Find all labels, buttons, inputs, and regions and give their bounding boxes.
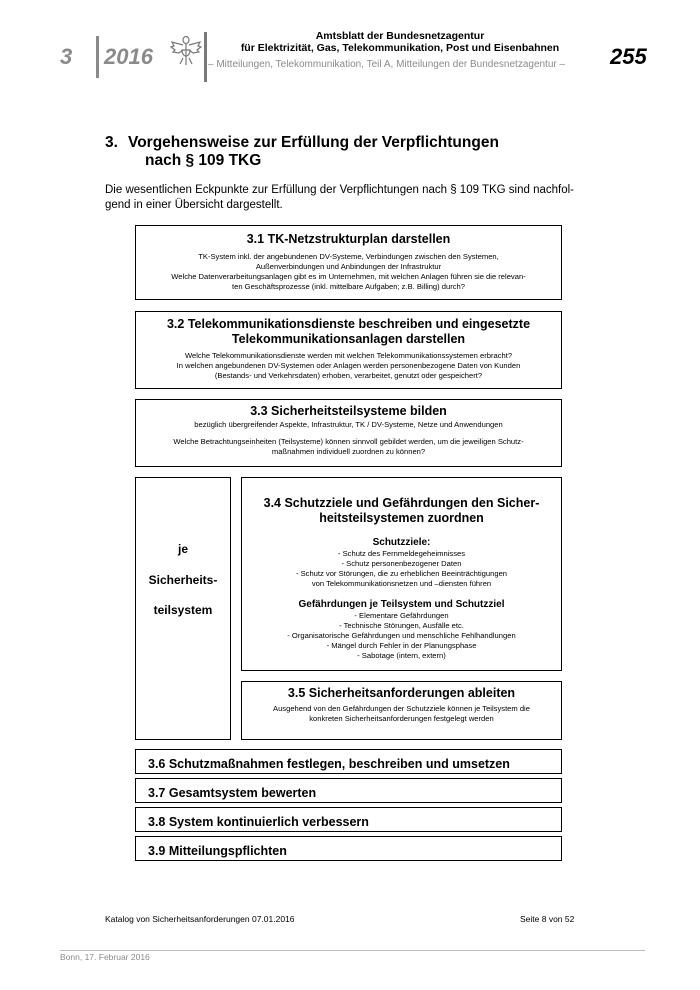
step-title: 3.7 Gesamtsystem bewerten [148, 786, 317, 800]
step-box-3-3: 3.3 Sicherheitsteilsysteme bilden bezüglich übergreifender Aspekte, Infrastruktur, TK / DV-Systeme, Netze und Anwendungen Welche Betrachtungseinheiten (Teilsysteme) können sinnvoll gebildet werden, um die jeweiligen Schutz- maßnahmen individuell zuordnen zu können? [135, 399, 562, 467]
section-title: Vorgehensweise zur Erfüllung der Verpflichtungen [128, 134, 499, 151]
step-title: 3.5 Sicherheitsanforderungen ableiten [287, 686, 516, 700]
header-divider [96, 36, 99, 78]
header-divider [204, 32, 207, 82]
step-title: 3.1 TK-Netzstrukturplan darstellen [246, 232, 451, 246]
step-title: Telekommunikationsanlagen darstellen [231, 332, 466, 346]
step-box-3-4: 3.4 Schutzziele und Gefährdungen den Sicher- heitsteilsystemen zuordnen Schutzziele: - Schutz des Fernmeldegeheimnisses - Schutz personenbezogener Daten - Schutz vor Störungen, die zu erheblichen Beeinträchtigungen von Telekommunikationsnetzen und –diensten führen Gefährdungen je Teilsystem und Schutzziel - Elementare Gefährdungen - Technische Störungen, Ausfälle etc. - Organisatorische Gefährdungen und menschliche Fehlhandlungen - Mängel durch Fehler in der Planungsphase - Sabotage (intern, extern) [241, 477, 562, 671]
step-box-3-6 [135, 749, 562, 774]
step-title: heitsteilsystemen zuordnen [319, 511, 484, 525]
step-box-3-7 [135, 778, 562, 803]
step-title: 3.3 Sicherheitsteilsysteme bilden [250, 404, 447, 418]
step-box-3-1: 3.1 TK-Netzstrukturplan darstellen TK-System inkl. der angebundenen DV-Systeme, Verbindungen zwischen den Systemen, Außenverbindungen und Anbindungen der Infrastruktur Welche Datenverarbeitungsanlagen gibt es im Unternehmen, mit welchen Anlagen führen sie die relevan- ten Geschäftsprozesse (inkl. mittelbare Aufgaben; z.B. Billing) durch? [135, 225, 562, 300]
federal-eagle-icon [168, 32, 204, 68]
publication-subtitle: – Mitteilungen, Telekommunikation, Teil A, Mitteilungen der Bundesnetzagentur – [208, 59, 566, 70]
page-number: 255 [610, 44, 647, 69]
threats-heading: Gefährdungen je Teilsystem und Schutzziel [298, 599, 505, 610]
step-box-3-2: 3.2 Telekommunikationsdienste beschreiben und eingesetzte Telekommunikationsanlagen darstellen Welche Telekommunikationsdienste werden mit welchen Telekommunikationssystemen erbracht? In welchen angebundenen DV-Systemen oder Anlagen werden personenbezogene Daten von Kunden (Bestands- und Verkehrsdaten) erhoben, verarbeitet, genutzt oder gespeichert? [135, 311, 562, 389]
step-title: 3.9 Mitteilungspflichten [148, 844, 287, 858]
footer-divider [60, 950, 645, 951]
step-box-3-9 [135, 836, 562, 861]
publication-title: Amtsblatt der Bundesnetzagentur [315, 30, 485, 42]
issue-year: 2016 [104, 44, 153, 69]
step-title: 3.6 Schutzmaßnahmen festlegen, beschreiben und umsetzen [148, 757, 510, 771]
footer-page-count: Seite 8 von 52 [520, 914, 575, 924]
publication-title: für Elektrizität, Gas, Telekommunikation, Post und Eisenbahnen [240, 42, 560, 54]
step-box-3-5: 3.5 Sicherheitsanforderungen ableiten Ausgehend von den Gefährdungen der Schutzziele können je Teilsystem die konkreten Sicherheitsanforderungen festgelegt werden [241, 681, 562, 740]
goals-heading: Schutzziele: [372, 537, 431, 548]
section-title: nach § 109 TKG [145, 152, 262, 169]
footer-date: Bonn, 17. Februar 2016 [60, 952, 150, 962]
step-box-3-8 [135, 807, 562, 832]
section-intro: Die wesentlichen Eckpunkte zur Erfüllung der Verpflichtungen nach § 109 TKG sind nachfol- gend in einer Übersicht dargestellt. [105, 184, 575, 211]
footer-document-title: Katalog von Sicherheitsanforderungen 07.01.2016 [105, 914, 295, 924]
side-box-per-subsystem: je Sicherheits- teilsystem [135, 477, 231, 740]
issue-number: 3 [60, 44, 73, 69]
step-title: 3.4 Schutzziele und Gefährdungen den Sicher- [263, 496, 540, 510]
section-number: 3. [105, 134, 118, 151]
step-title: 3.8 System kontinuierlich verbessern [148, 815, 369, 829]
step-title: 3.2 Telekommunikationsdienste beschreiben und eingesetzte [166, 317, 531, 331]
